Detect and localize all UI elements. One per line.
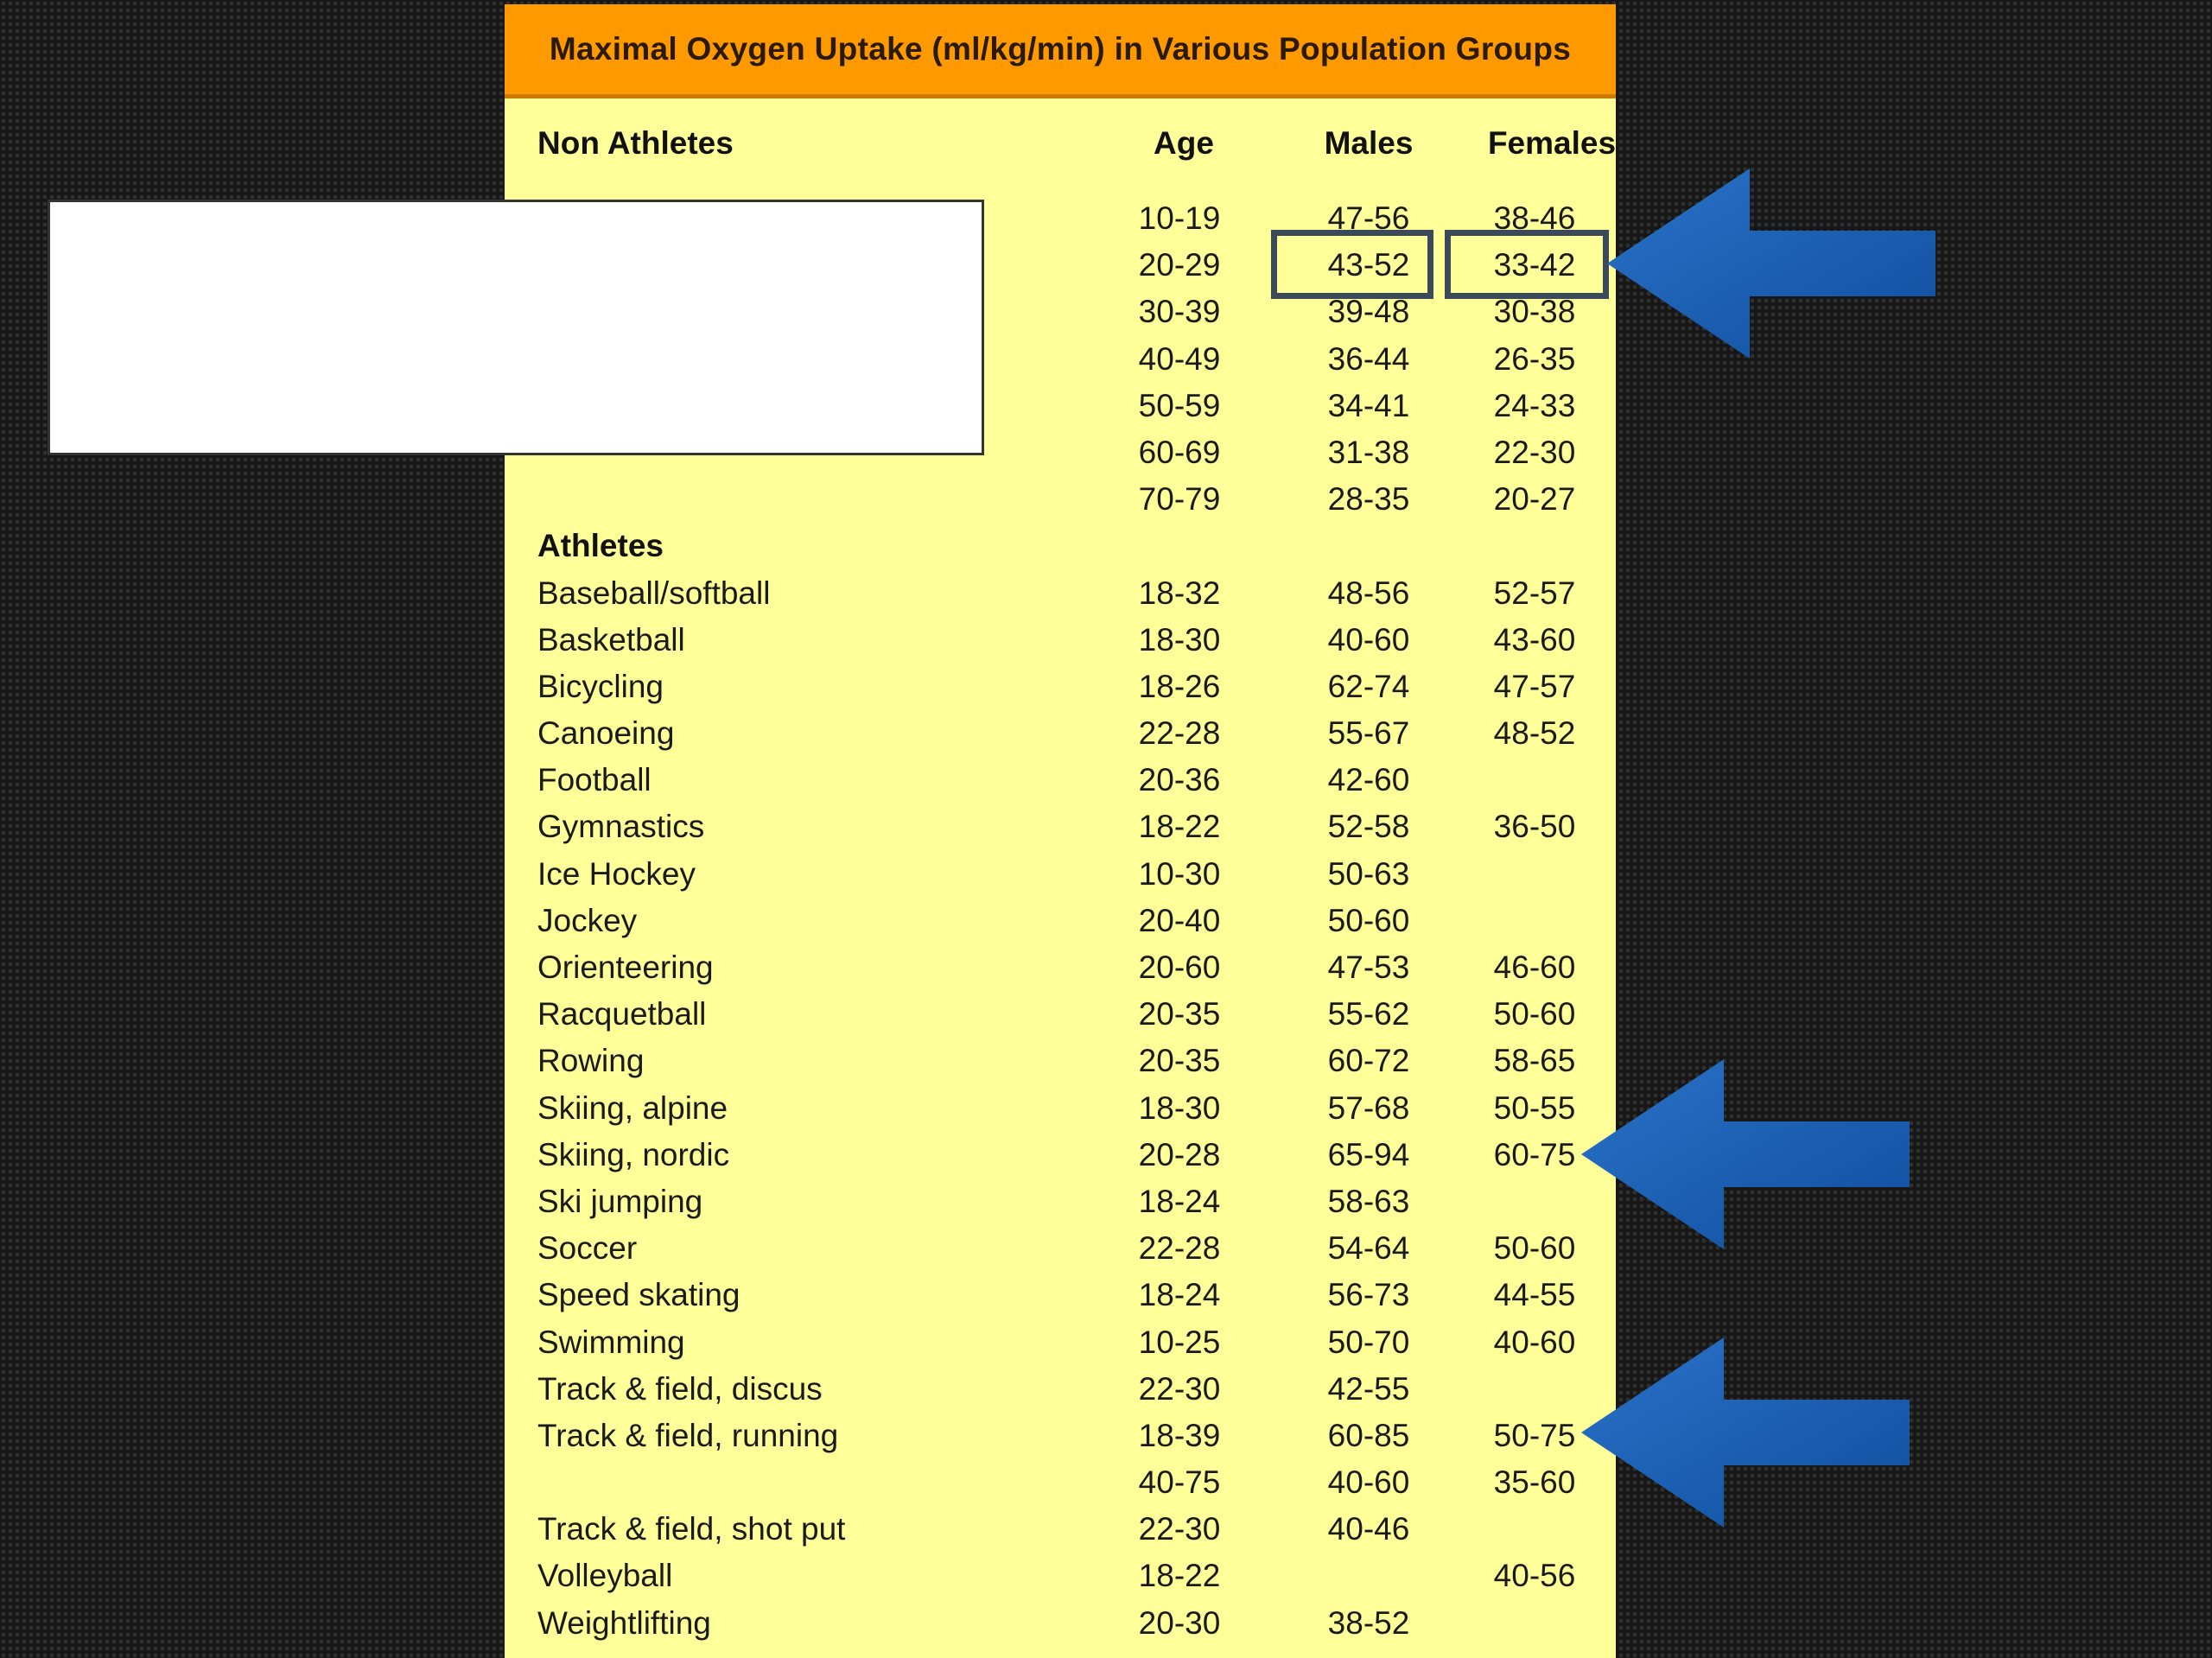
age-cell: 18-24	[1138, 1183, 1221, 1219]
males-cell: 34-41	[1327, 387, 1410, 423]
age-cell: 20-28	[1138, 1136, 1221, 1172]
males-cell: 54-64	[1327, 1230, 1410, 1267]
females-cell: 26-35	[1493, 340, 1576, 377]
row-label: Track & field, shot put	[537, 1511, 846, 1547]
females-cell: 50-60	[1493, 1230, 1576, 1267]
females-cell: 30-38	[1493, 294, 1576, 330]
table-row	[505, 1366, 1616, 1413]
age-cell: 60-69	[1138, 434, 1221, 470]
age-cell: 30-39	[1138, 294, 1221, 330]
age-cell: 18-22	[1138, 1558, 1221, 1594]
table-row	[505, 476, 1616, 523]
males-cell: 55-62	[1327, 996, 1410, 1032]
row-label: Ski jumping	[537, 1183, 703, 1219]
table-title: Maximal Oxygen Uptake (ml/kg/min) in Various Population Groups	[549, 31, 1572, 67]
header-age: Age	[1154, 125, 1214, 161]
age-cell: 22-28	[1138, 1230, 1221, 1267]
age-cell: 18-22	[1138, 809, 1221, 845]
table-row	[505, 1178, 1616, 1225]
age-cell: 22-30	[1138, 1511, 1221, 1547]
row-label: Soccer	[537, 1230, 638, 1267]
males-cell: 65-94	[1327, 1136, 1410, 1172]
age-cell: 18-32	[1138, 575, 1221, 611]
row-label: Swimming	[537, 1324, 685, 1360]
males-cell: 47-53	[1327, 950, 1410, 985]
table-row	[505, 1553, 1616, 1599]
white-cover-box	[48, 200, 984, 455]
highlight-box-males	[1271, 230, 1433, 299]
females-cell: 52-57	[1493, 575, 1576, 611]
age-cell: 18-26	[1138, 668, 1221, 704]
males-cell: 56-73	[1327, 1277, 1410, 1313]
males-cell: 39-48	[1327, 294, 1410, 330]
males-cell: 36-44	[1327, 340, 1410, 377]
males-cell: 38-52	[1327, 1604, 1410, 1641]
females-cell: 22-30	[1493, 434, 1576, 470]
table-row	[505, 570, 1616, 617]
row-label: Track & field, running	[537, 1417, 839, 1453]
females-cell: 47-57	[1493, 668, 1576, 704]
row-label: Rowing	[537, 1043, 645, 1079]
males-cell: 40-60	[1327, 1464, 1410, 1501]
males-cell: 50-63	[1327, 855, 1410, 892]
age-cell: 20-60	[1138, 950, 1221, 985]
females-cell: 35-60	[1493, 1464, 1576, 1501]
row-label: Gymnastics	[537, 809, 705, 845]
females-cell: 36-50	[1493, 809, 1576, 845]
age-cell: 20-36	[1138, 762, 1221, 798]
age-cell: 40-75	[1138, 1464, 1221, 1501]
row-label: Jockey	[537, 902, 638, 938]
females-cell: 43-60	[1493, 621, 1576, 657]
females-cell: 24-33	[1493, 387, 1576, 423]
row-label: Volleyball	[537, 1558, 673, 1594]
row-label: Canoeing	[537, 715, 675, 752]
males-cell: 58-63	[1327, 1183, 1410, 1219]
table-row	[505, 898, 1616, 944]
age-cell: 50-59	[1138, 387, 1221, 423]
females-cell: 33-42	[1493, 247, 1576, 283]
age-cell: 20-35	[1138, 1043, 1221, 1079]
table-row	[505, 1506, 1616, 1553]
table-row	[505, 1038, 1616, 1084]
males-cell: 42-55	[1327, 1370, 1410, 1407]
age-cell: 18-30	[1138, 621, 1221, 657]
age-cell: 20-40	[1138, 902, 1221, 938]
table-row	[505, 851, 1616, 898]
age-cell: 18-24	[1138, 1277, 1221, 1313]
left-arrow-icon	[1581, 1059, 1910, 1249]
section-heading-row	[505, 523, 1616, 569]
females-cell: 20-27	[1493, 481, 1576, 518]
row-label: Basketball	[537, 621, 685, 657]
age-cell: 22-30	[1138, 1370, 1221, 1407]
age-cell: 70-79	[1138, 481, 1221, 518]
row-label: Track & field, discus	[537, 1370, 823, 1407]
males-cell: 31-38	[1327, 434, 1410, 470]
males-cell: 50-60	[1327, 902, 1410, 938]
row-label: Baseball/softball	[537, 575, 771, 611]
males-cell: 48-56	[1327, 575, 1410, 611]
table-row	[505, 1459, 1616, 1506]
males-cell: 47-56	[1327, 200, 1410, 236]
row-label: Bicycling	[537, 668, 664, 704]
males-cell: 28-35	[1327, 481, 1410, 518]
table-row	[505, 944, 1616, 991]
age-cell: 20-30	[1138, 1604, 1221, 1641]
males-cell: 42-60	[1327, 762, 1410, 798]
age-cell: 18-30	[1138, 1089, 1221, 1126]
table-row	[505, 664, 1616, 710]
table-row	[505, 1085, 1616, 1132]
header-non-athletes: Non Athletes	[537, 125, 734, 161]
row-label: Athletes	[537, 528, 664, 564]
males-cell: 50-70	[1327, 1324, 1410, 1360]
males-cell: 52-58	[1327, 809, 1410, 845]
females-cell: 38-46	[1493, 200, 1576, 236]
age-cell: 10-19	[1138, 200, 1221, 236]
females-cell: 48-52	[1493, 715, 1576, 752]
females-cell: 46-60	[1493, 950, 1576, 985]
highlight-box-females	[1445, 230, 1609, 299]
males-cell: 40-46	[1327, 1511, 1410, 1547]
row-label: Speed skating	[537, 1277, 741, 1313]
row-label: Skiing, alpine	[537, 1089, 728, 1126]
row-label: Racquetball	[537, 996, 707, 1032]
age-cell: 20-35	[1138, 996, 1221, 1032]
table-row	[505, 1132, 1616, 1178]
row-label: Football	[537, 762, 652, 798]
males-cell: 55-67	[1327, 715, 1410, 752]
age-cell: 10-25	[1138, 1324, 1221, 1360]
table-row	[505, 1272, 1616, 1318]
females-cell: 40-60	[1493, 1324, 1576, 1360]
table-row	[505, 1413, 1616, 1459]
females-cell: 40-56	[1493, 1558, 1576, 1594]
males-cell: 40-60	[1327, 621, 1410, 657]
females-cell: 44-55	[1493, 1277, 1576, 1313]
males-cell: 57-68	[1327, 1089, 1410, 1126]
table-row	[505, 1319, 1616, 1366]
row-label: Weightlifting	[537, 1604, 711, 1641]
age-cell: 20-29	[1138, 247, 1221, 283]
table-row	[505, 804, 1616, 850]
males-cell: 43-52	[1327, 247, 1410, 283]
females-cell: 60-75	[1493, 1136, 1576, 1172]
females-cell: 50-60	[1493, 996, 1576, 1032]
table-row	[505, 710, 1616, 757]
table-row	[505, 1225, 1616, 1272]
header-males: Males	[1324, 125, 1414, 161]
header-females: Females	[1487, 125, 1616, 161]
title-bar	[505, 4, 1616, 98]
age-cell: 18-39	[1138, 1417, 1221, 1453]
left-arrow-icon	[1607, 168, 1936, 359]
age-cell: 10-30	[1138, 855, 1221, 892]
age-cell: 40-49	[1138, 340, 1221, 377]
row-label: Ice Hockey	[537, 855, 696, 892]
males-cell: 62-74	[1327, 668, 1410, 704]
age-cell: 22-28	[1138, 715, 1221, 752]
table-row	[505, 617, 1616, 664]
females-cell: 50-55	[1493, 1089, 1576, 1126]
males-cell: 60-85	[1327, 1417, 1410, 1453]
females-cell: 58-65	[1493, 1043, 1576, 1079]
females-cell: 50-75	[1493, 1417, 1576, 1453]
table-row	[505, 991, 1616, 1038]
row-label: Skiing, nordic	[537, 1136, 730, 1172]
table-row	[505, 1600, 1616, 1647]
males-cell: 60-72	[1327, 1043, 1410, 1079]
row-label: Orienteering	[537, 950, 714, 985]
table-row	[505, 757, 1616, 804]
left-arrow-icon	[1581, 1337, 1910, 1528]
